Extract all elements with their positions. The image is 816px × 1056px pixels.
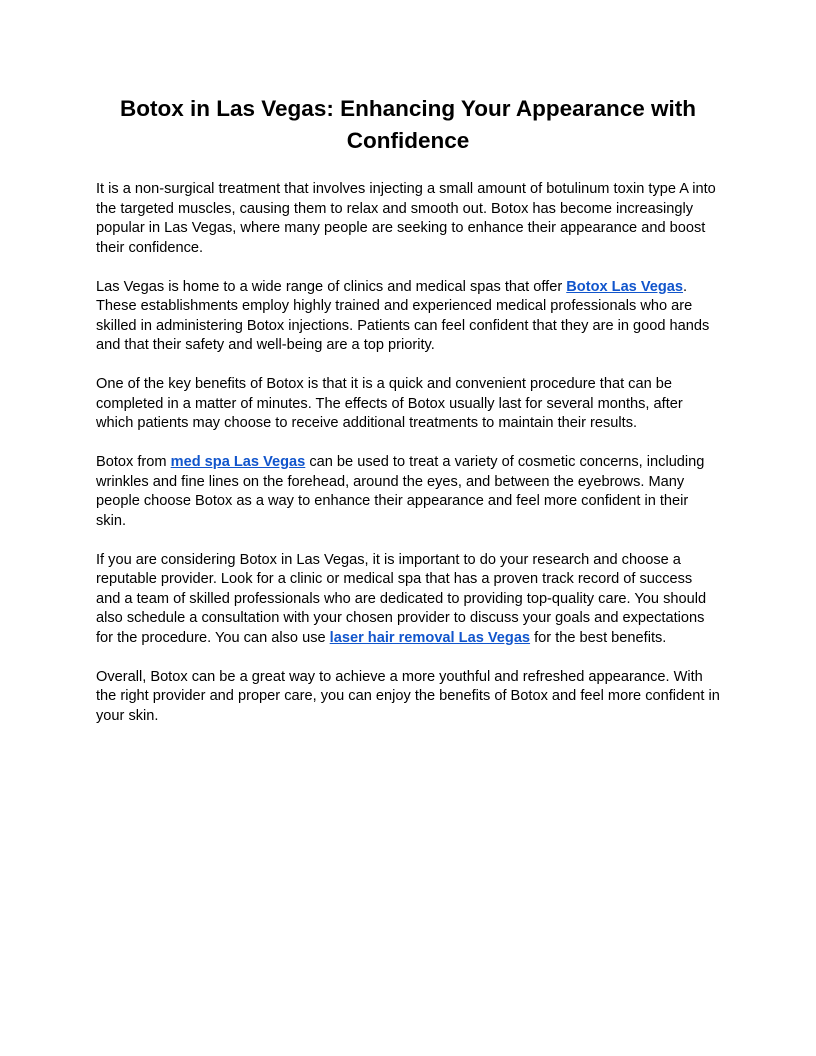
- paragraph-provider-text-after: for the best benefits.: [530, 629, 667, 646]
- paragraph-treatments: [96, 453, 720, 531]
- document-title: Botox in Las Vegas: Enhancing Your Appearance with Confidence: [120, 96, 696, 153]
- link-laser-hair-removal-las-vegas[interactable]: laser hair removal Las Vegas: [329, 629, 531, 646]
- paragraph-conclusion: Overall, Botox can be a great way to achieve a more youthful and refreshed appearance. With the right provider and proper care, you can enjoy the benefits of Botox and feel more confident in your skin.: [96, 668, 720, 724]
- paragraph-intro: It is a non-surgical treatment that involves injecting a small amount of botulinum toxin type A into the targeted muscles, causing them to relax and smooth out. Botox has become increasingly popular in Las Vegas, where many people are seeking to enhance their appearance and boost their confidence.: [96, 181, 716, 256]
- document-page: [96, 93, 720, 746]
- link-med-spa-las-vegas[interactable]: med spa Las Vegas: [170, 454, 306, 470]
- paragraph-provider: [96, 551, 720, 649]
- paragraph-provider-text-before: If you are considering Botox in Las Vegas, it is important to do your research and choose a reputable provider. Look for a clinic or medical spa that has a proven track record of success and a team of skilled professionals who are dedicated to providing top-quality care. You should also schedule a consultation with your chosen provider to discuss your goals and expectations for the procedure. You can also use: [96, 551, 707, 646]
- paragraph-treatments-text-after: can be used to treat a variety of cosmetic concerns, including wrinkles and fine lines on the forehead, around the eyes, and between the eyebrows. Many people choose Botox as a way to enhance their appearance and feel more confident in their skin.: [96, 454, 705, 529]
- link-botox-las-vegas[interactable]: Botox Las Vegas: [566, 278, 684, 295]
- paragraph-clinics-text-before: Las Vegas is home to a wide range of clinics and medical spas that offer: [96, 278, 567, 295]
- paragraph-treatments-text-before: Botox from: [96, 454, 171, 470]
- paragraph-benefits: One of the key benefits of Botox is that it is a quick and convenient procedure that can be completed in a matter of minutes. The effects of Botox usually last for several months, after which patients may choose to receive additional treatments to maintain their results.: [96, 376, 683, 431]
- paragraph-clinics-text-after: . These establishments employ highly trained and experienced medical professionals who are skilled in administering Botox injections. Patients can feel confident that they are in good hands and that their safety and well-being are a top priority.: [96, 278, 710, 353]
- paragraph-clinics: [96, 278, 720, 356]
